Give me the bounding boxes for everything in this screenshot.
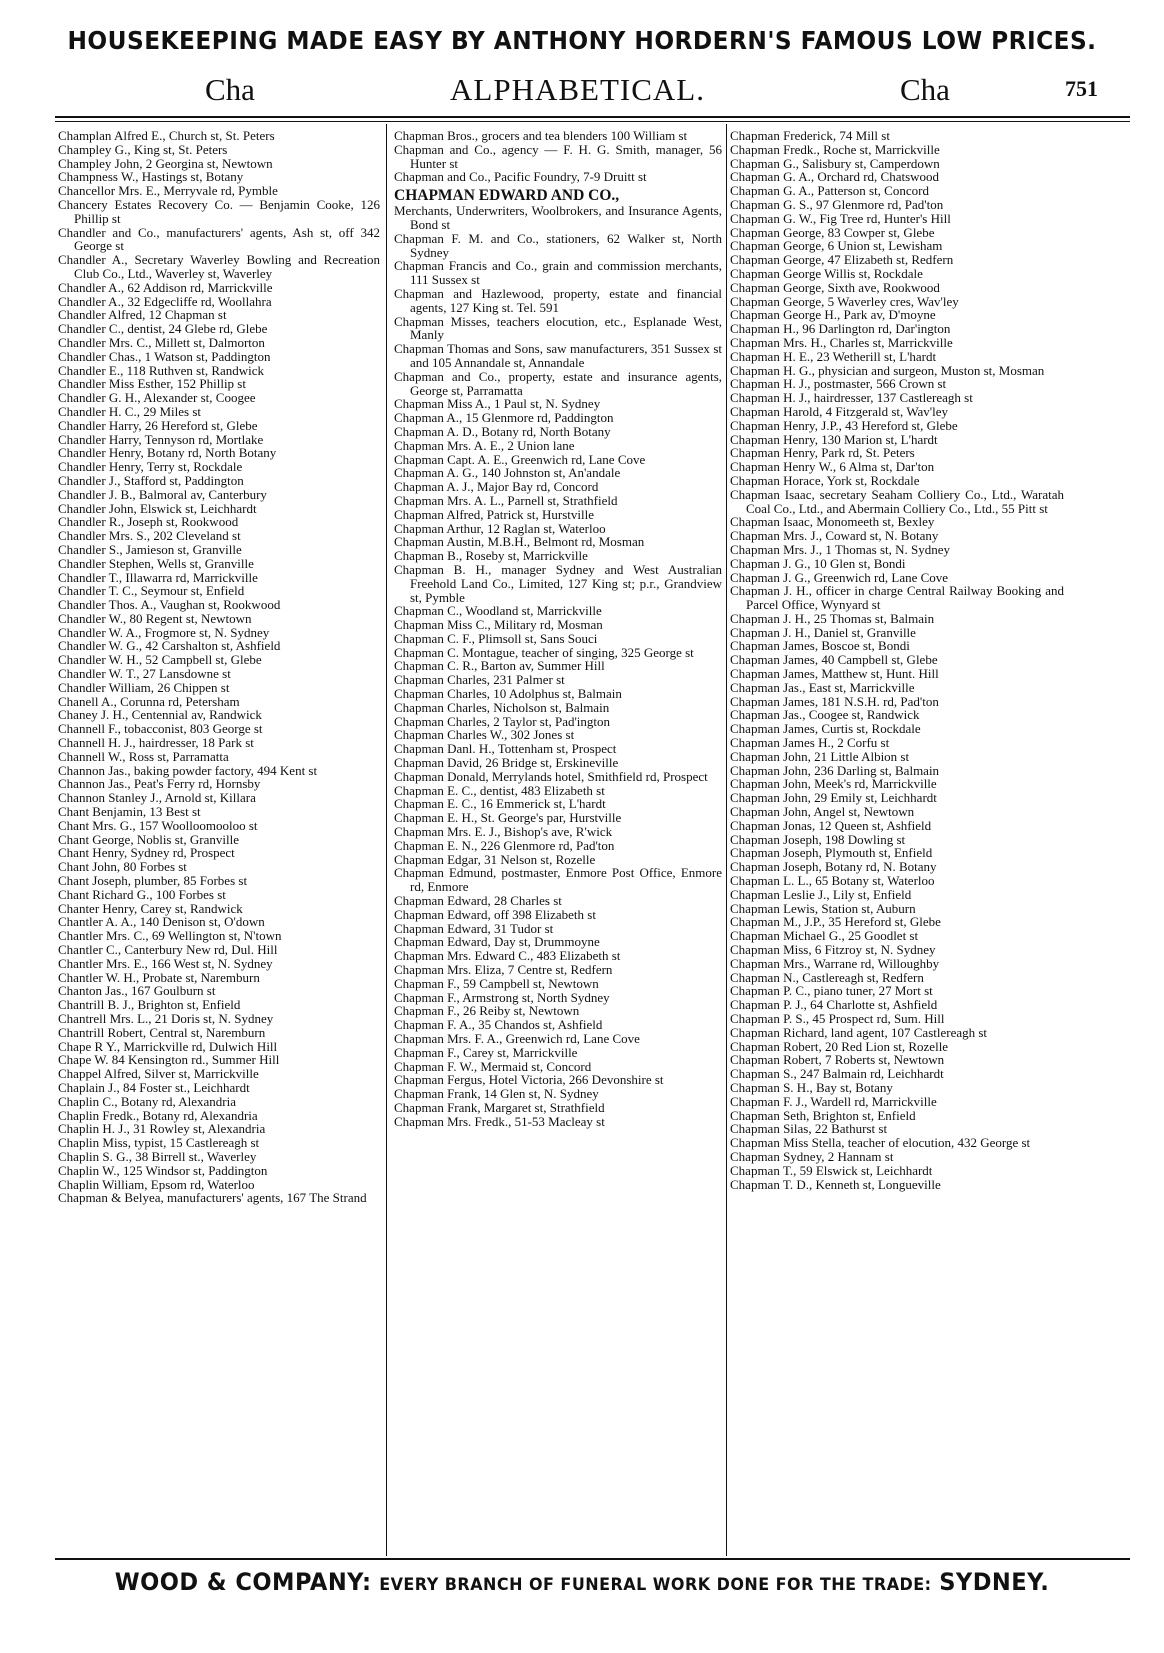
directory-entry: Chapman J. G., Greenwich rd, Lane Cove: [730, 569, 949, 585]
directory-entry: Chapman B. H., manager Sydney and West Australian Freehold Land Co., Limited, 127 King st; p.r., Grandview st, Pymble: [394, 561, 722, 605]
directory-entry: Chant Henry, Sydney rd, Prospect: [58, 845, 235, 861]
directory-entry: Chapman James, 40 Campbell st, Glebe: [730, 652, 938, 668]
directory-entry: Chant Benjamin, 13 Best st: [58, 804, 201, 820]
directory-entry: Chapman Mrs. A. L., Parnell st, Strathfield: [394, 492, 618, 508]
directory-entry: Chapman H. G., physician and surgeon, Muston st, Mosman: [730, 362, 1045, 378]
directory-entry: Chapman Isaac, Monomeeth st, Bexley: [730, 514, 935, 530]
header-section-title: ALPHABETICAL.: [450, 72, 705, 107]
directory-entry: Chapman Mrs. E. J., Bishop's ave, R'wick: [394, 824, 613, 840]
directory-entry: Chapman Thomas and Sons, saw manufacturers, 351 Sussex st and 105 Annandale st, Annandale: [394, 341, 722, 370]
directory-entry: Chapman F. M. and Co., stationers, 62 Walker st, North Sydney: [394, 230, 722, 260]
directory-entry: Chapman C. R., Barton av, Summer Hill: [394, 658, 605, 674]
directory-entry: Chanter Henry, Carey st, Randwick: [58, 900, 243, 916]
directory-entry: Chapman Joseph, 198 Dowling st: [730, 831, 906, 847]
directory-entry: Chanell A., Corunna rd, Petersham: [58, 693, 240, 709]
directory-entry: Chandler Alfred, 12 Chapman st: [58, 307, 227, 323]
directory-entry: Chapman S. H., Bay st, Botany: [730, 1079, 893, 1095]
directory-entry: Chapman Edward, 31 Tudor st: [394, 920, 554, 936]
directory-entry: Chapman John, Meek's rd, Marrickville: [730, 776, 937, 792]
directory-entry: Chapman John, Angel st, Newtown: [730, 804, 915, 820]
directory-entry: Chapman F. A., 35 Chandos st, Ashfield: [394, 1017, 603, 1033]
directory-entry: Chantrill B. J., Brighton st, Enfield: [58, 997, 241, 1013]
directory-entry: Chapman A. J., Major Bay rd, Concord: [394, 479, 599, 495]
page-header: [55, 72, 1130, 112]
directory-entry: Chapman G. S., 97 Glenmore rd, Pad'ton: [730, 196, 944, 212]
directory-entry: Chapman Edgar, 31 Nelson st, Rozelle: [394, 851, 596, 867]
directory-entry: Chandler W. T., 27 Lansdowne st: [58, 666, 231, 682]
directory-entry: Chant John, 80 Forbes st: [58, 859, 187, 875]
directory-entry: Chanton Jas., 167 Goulburn st: [58, 983, 216, 999]
directory-entry: Chapman Michael G., 25 Goodlet st: [730, 928, 919, 944]
directory-entry: Chapman Horace, York st, Rockdale: [730, 472, 920, 488]
directory-entry: Channon Stanley J., Arnold st, Killara: [58, 790, 256, 806]
directory-entry: Chapman Harold, 4 Fitzgerald st, Wav'ley: [730, 403, 949, 419]
directory-entry: Chant Richard G., 100 Forbes st: [58, 886, 226, 902]
directory-entry: Chapman and Co., property, estate and insurance agents, George st, Parramatta: [394, 368, 722, 398]
directory-entry: Chapman and Hazlewood, property, estate and financial agents, 127 King st. Tel. 591: [394, 285, 722, 315]
directory-entry: Chapman Jonas, 12 Queen st, Ashfield: [730, 817, 932, 833]
directory-entry: Chapman E. N., 226 Glenmore rd, Pad'ton: [394, 837, 615, 853]
directory-entry: Chapman F., Armstrong st, North Sydney: [394, 989, 610, 1005]
directory-entry: Chant Joseph, plumber, 85 Forbes st: [58, 873, 248, 889]
directory-column-1: [58, 129, 380, 1205]
directory-entry: Chapman Mrs. Fredk., 51-53 Macleay st: [394, 1113, 605, 1129]
directory-entry: Chapman Mrs. J., Coward st, N. Botany: [730, 528, 939, 544]
directory-entry: Chapman Edward, Day st, Drummoyne: [394, 934, 600, 950]
directory-entry: Chapman G., Salisbury st, Camperdown: [730, 155, 940, 171]
directory-entry: Chandler Mrs. C., Millett st, Dalmorton: [58, 334, 265, 350]
directory-entry: Chandler John, Elswick st, Leichhardt: [58, 500, 257, 516]
directory-entry: Chandler Chas., 1 Watson st, Paddington: [58, 348, 271, 364]
directory-entry: Chandler G. H., Alexander st, Coogee: [58, 390, 256, 406]
directory-entry: Chapman George H., Park av, D'moyne: [730, 307, 936, 323]
directory-entry: Chapman Henry W., 6 Alma st, Dar'ton: [730, 459, 935, 475]
directory-entry: Chantler Mrs. E., 166 West st, N. Sydney: [58, 955, 273, 971]
directory-entry: Chapman George, 5 Waverley cres, Wav'ley: [730, 293, 959, 309]
directory-entry: Chapman Frank, Margaret st, Strathfield: [394, 1099, 605, 1115]
directory-entry: Champley John, 2 Georgina st, Newtown: [58, 155, 273, 171]
directory-entry: Chandler R., Joseph st, Rookwood: [58, 514, 239, 530]
directory-entry: Chapman Charles, Nicholson st, Balmain: [394, 699, 610, 715]
directory-entry: Chapman P. C., piano tuner, 27 Mort st: [730, 983, 933, 999]
directory-entry: Chapman F. W., Mermaid st, Concord: [394, 1058, 592, 1074]
header-right-guide-word: Cha: [900, 72, 950, 107]
directory-entry: Chapman Charles W., 302 Jones st: [394, 727, 575, 743]
directory-entry: Chapman Bros., grocers and tea blenders 100 William st: [394, 128, 688, 143]
directory-entry: Chapman Mrs. Edward C., 483 Elizabeth st: [394, 948, 621, 964]
directory-entry: Chapman J. H., Daniel st, Granville: [730, 624, 916, 640]
directory-column-2: [394, 129, 722, 1129]
directory-entry: Chandler A., 62 Addison rd, Marrickville: [58, 279, 273, 295]
directory-entry: Chandler Mrs. S., 202 Cleveland st: [58, 528, 241, 544]
directory-entry: Chapman G. A., Orchard rd, Chatswood: [730, 169, 940, 185]
directory-entry: Chapman Seth, Brighton st, Enfield: [730, 1107, 916, 1123]
directory-entry: Chapman A., 15 Glenmore rd, Paddington: [394, 410, 614, 426]
directory-entry: Chape R Y., Marrickville rd, Dulwich Hill: [58, 1038, 278, 1054]
directory-entry: Chapman George, Sixth ave, Rookwood: [730, 279, 940, 295]
directory-entry: Chapman J. G., 10 Glen st, Bondi: [730, 555, 906, 571]
directory-entry: Champness W., Hastings st, Botany: [58, 169, 244, 185]
directory-entry: Chandler W. H., 52 Campbell st, Glebe: [58, 652, 262, 668]
directory-entry: Chapman Henry, J.P., 43 Hereford st, Glebe: [730, 417, 958, 433]
directory-entry: Chapman Miss Stella, teacher of elocution, 432 George st: [730, 1135, 1031, 1151]
directory-entry: Chapman H. J., hairdresser, 137 Castlereagh st: [730, 390, 973, 406]
directory-entry: Chapman G. W., Fig Tree rd, Hunter's Hill: [730, 210, 951, 226]
directory-entry: Chapman George, 6 Union st, Lewisham: [730, 238, 943, 254]
column-divider-1: [386, 124, 387, 1556]
directory-entry: Chapman S., 247 Balmain rd, Leichhardt: [730, 1066, 944, 1082]
directory-entry: Chapman James, Boscoe st, Bondi: [730, 638, 910, 654]
directory-entry: Chapman F., 59 Campbell st, Newtown: [394, 975, 599, 991]
directory-entry: Chapman C., Woodland st, Marrickville: [394, 603, 602, 619]
directory-entry: Chapman H., 96 Darlington rd, Dar'ington: [730, 321, 951, 337]
directory-entry: Chapman Donald, Merrylands hotel, Smithfield rd, Prospect: [394, 768, 708, 784]
directory-entry: Chapman C. Montague, teacher of singing, 325 George st: [394, 644, 694, 660]
directory-entry: CHAPMAN EDWARD AND CO.,: [394, 187, 620, 205]
directory-entry: Chapman Robert, 7 Roberts st, Newtown: [730, 1052, 945, 1068]
directory-entry: Chapman Silas, 22 Bathurst st: [730, 1121, 888, 1137]
directory-entry: Chantrill Robert, Central st, Naremburn: [58, 1024, 266, 1040]
header-left-guide-word: Cha: [205, 72, 255, 107]
directory-entry: Chappel Alfred, Silver st, Marrickville: [58, 1066, 259, 1082]
directory-entry: Chapman Mrs. J., 1 Thomas st, N. Sydney: [730, 541, 951, 557]
directory-entry: Chaplin C., Botany rd, Alexandria: [58, 1093, 237, 1109]
directory-entry: Chapman F., 26 Reiby st, Newtown: [394, 1003, 580, 1019]
bottom-advertisement-banner: [35, 1568, 1129, 1596]
directory-entry: Chapman Arthur, 12 Raglan st, Waterloo: [394, 520, 606, 536]
advertisement-slogan: EVERY BRANCH OF FUNERAL WORK DONE FOR THE TRADE:: [379, 1575, 932, 1595]
directory-entry: Chaplin William, Epsom rd, Waterloo: [58, 1176, 255, 1192]
directory-entry: Chancery Estates Recovery Co. — Benjamin Cooke, 126 Phillip st: [58, 196, 380, 226]
directory-entry: Chapman Miss A., 1 Paul st, N. Sydney: [394, 396, 601, 412]
directory-entry: Chapman George, 47 Elizabeth st, Redfern: [730, 252, 954, 268]
directory-entry: Chapman Isaac, secretary Seaham Colliery Co., Ltd., Waratah Coal Co., Ltd., and Abermain Colliery Co., Ltd., 55 Pitt st: [730, 486, 1064, 516]
directory-entry: Chapman Frederick, 74 Mill st: [730, 128, 890, 143]
directory-entry: Chapman Charles, 10 Adolphus st, Balmain: [394, 686, 622, 702]
directory-entry: Chapman John, 21 Little Albion st: [730, 748, 910, 764]
directory-entry: Chapman Mrs. F. A., Greenwich rd, Lane Cove: [394, 1031, 640, 1046]
directory-entry: Chapman H. E., 23 Wetherill st, L'hardt: [730, 348, 937, 364]
directory-entry: Chandler William, 26 Chippen st: [58, 679, 230, 695]
directory-entry: Chandler Thos. A., Vaughan st, Rookwood: [58, 597, 281, 613]
directory-entry: Chandler Stephen, Wells st, Granville: [58, 555, 254, 571]
directory-entry: Chapman Alfred, Patrick st, Hurstville: [394, 506, 595, 522]
directory-entry: Chandler A., 32 Edgecliffe rd, Woollahra: [58, 293, 272, 309]
directory-entry: Chandler J. B., Balmoral av, Canterbury: [58, 486, 267, 502]
directory-entry: Chapman John, 236 Darling st, Balmain: [730, 762, 940, 778]
directory-entry: Chapman Danl. H., Tottenham st, Prospect: [394, 741, 617, 757]
directory-entry: Chandler S., Jamieson st, Granville: [58, 541, 242, 557]
directory-entry: Chapman James H., 2 Corfu st: [730, 735, 890, 751]
directory-entry: Chapman James, Curtis st, Rockdale: [730, 721, 921, 737]
directory-entry: Chapman Austin, M.B.H., Belmont rd, Mosman: [394, 534, 645, 550]
directory-entry: Channon Jas., baking powder factory, 494 Kent st: [58, 762, 318, 778]
directory-entry: Merchants, Underwriters, Woolbrokers, and Insurance Agents, Bond st: [394, 203, 722, 232]
directory-entry: Chapman H. J., postmaster, 566 Crown st: [730, 376, 947, 392]
directory-entry: Channell W., Ross st, Parramatta: [58, 748, 229, 764]
directory-entry: Chapman & Belyea, manufacturers' agents, 167 The Strand: [58, 1190, 367, 1206]
directory-entry: Chandler Henry, Botany rd, North Botany: [58, 445, 277, 461]
page-number: 751: [1065, 76, 1098, 101]
directory-entry: Chapman A. G., 140 Johnston st, An'andale: [394, 465, 621, 481]
directory-entry: Chandler C., dentist, 24 Glebe rd, Glebe: [58, 321, 268, 337]
directory-entry: Chaplin W., 125 Windsor st, Paddington: [58, 1162, 268, 1178]
directory-entry: Chapman Jas., East st, Marrickville: [730, 679, 915, 695]
directory-entry: Chapman Frank, 14 Glen st, N. Sydney: [394, 1086, 599, 1102]
directory-entry: Chapman and Co., Pacific Foundry, 7-9 Druitt st: [394, 169, 647, 185]
directory-entry: Chapman Mrs. Eliza, 7 Centre st, Redfern: [394, 962, 613, 978]
directory-entry: Channell H. J., hairdresser, 18 Park st: [58, 735, 254, 751]
directory-entry: Chapman E. C., dentist, 483 Elizabeth st: [394, 782, 605, 798]
directory-entry: Chapman Edward, off 398 Elizabeth st: [394, 906, 596, 922]
advertiser-name: WOOD & COMPANY:: [114, 1568, 372, 1596]
directory-entry: Chapman Miss C., Military rd, Mosman: [394, 617, 603, 633]
directory-entry: Champlan Alfred E., Church st, St. Peters: [58, 128, 275, 143]
directory-entry: Chapman B., Roseby st, Marrickville: [394, 548, 588, 564]
directory-entry: Chancellor Mrs. E., Merryvale rd, Pymble: [58, 183, 278, 199]
directory-entry: Chapman L. L., 65 Botany st, Waterloo: [730, 873, 935, 889]
directory-entry: Chapman John, 29 Emily st, Leichhardt: [730, 790, 937, 806]
directory-entry: Chapman F., Carey st, Marrickville: [394, 1044, 578, 1060]
directory-entry: Champley G., King st, St. Peters: [58, 141, 228, 157]
directory-entry: Chapman Lewis, Station st, Auburn: [730, 900, 916, 916]
header-rule-thin: [55, 121, 1130, 122]
directory-entry: Chapman G. A., Patterson st, Concord: [730, 183, 929, 199]
directory-entry: Chapman N., Castlereagh st, Redfern: [730, 969, 924, 985]
directory-column-3: [730, 129, 1064, 1191]
directory-entry: Chapman Charles, 231 Palmer st: [394, 672, 565, 688]
directory-entry: Chaplin Fredk., Botany rd, Alexandria: [58, 1107, 258, 1123]
directory-entry: Chapman E. C., 16 Emmerick st, L'hardt: [394, 796, 606, 812]
directory-entry: Chaplain J., 84 Foster st., Leichhardt: [58, 1079, 250, 1095]
directory-entry: Chapman David, 26 Bridge st, Erskineville: [394, 755, 619, 771]
directory-entry: Chapman J. H., 25 Thomas st, Balmain: [730, 610, 935, 626]
directory-entry: Chapman Misses, teachers elocution, etc., Esplanade West, Manly: [394, 313, 722, 343]
header-rule: [55, 116, 1130, 118]
directory-entry: Chapman George, 83 Cowper st, Glebe: [730, 224, 935, 240]
directory-entry: Chapman T. D., Kenneth st, Longueville: [730, 1176, 941, 1192]
directory-entry: Chapman P. J., 64 Charlotte st, Ashfield: [730, 997, 938, 1013]
directory-entry: Chapman Edward, 28 Charles st: [394, 893, 562, 909]
directory-entry: Chandler W. G., 42 Carshalton st, Ashfield: [58, 638, 281, 654]
top-advertisement-banner: HOUSEKEEPING MADE EASY BY ANTHONY HORDERN'S FAMOUS LOW PRICES.: [67, 26, 1097, 55]
directory-entry: Chapman E. H., St. George's par, Hurstville: [394, 810, 622, 826]
directory-entry: Chapman Miss, 6 Fitzroy st, N. Sydney: [730, 942, 936, 958]
directory-entry: Chantrell Mrs. L., 21 Doris st, N. Sydney: [58, 1011, 274, 1026]
directory-entry: Chapman Joseph, Botany rd, N. Botany: [730, 859, 937, 875]
directory-entry: Chapman James, Matthew st, Hunt. Hill: [730, 666, 939, 682]
directory-entry: Chaplin Miss, typist, 15 Castlereagh st: [58, 1135, 260, 1151]
directory-entry: Chandler T. C., Seymour st, Enfield: [58, 583, 245, 599]
column-divider-2: [726, 124, 727, 1556]
directory-entry: Chapman Robert, 20 Red Lion st, Rozelle: [730, 1038, 949, 1054]
directory-entry: Chapman Charles, 2 Taylor st, Pad'ington: [394, 713, 611, 729]
directory-entry: Chaplin S. G., 38 Birrell st., Waverley: [58, 1148, 257, 1164]
directory-entry: Chandler and Co., manufacturers' agents, Ash st, off 342 George st: [58, 224, 380, 254]
directory-entry: Chapman Fergus, Hotel Victoria, 266 Devonshire st: [394, 1072, 664, 1088]
directory-entry: Chapman Sydney, 2 Hannam st: [730, 1148, 894, 1164]
directory-entry: Chandler Harry, 26 Hereford st, Glebe: [58, 417, 258, 433]
directory-entry: Chapman Mrs. H., Charles st, Marrickville: [730, 334, 953, 350]
directory-entry: Chandler H. C., 29 Miles st: [58, 403, 201, 419]
directory-entry: Chapman T., 59 Elswick st, Leichhardt: [730, 1162, 933, 1178]
directory-entry: Chapman Mrs., Warrane rd, Willoughby: [730, 955, 940, 971]
directory-entry: Chandler Harry, Tennyson rd, Mortlake: [58, 431, 264, 447]
directory-entry: Chape W. 84 Kensington rd., Summer Hill: [58, 1052, 280, 1068]
directory-entry: Chandler T., Illawarra rd, Marrickville: [58, 569, 258, 585]
directory-entry: Chapman Richard, land agent, 107 Castlereagh st: [730, 1024, 988, 1040]
footer-rule: [55, 1558, 1130, 1560]
directory-entry: Chapman J. H., officer in charge Central Railway Booking and Parcel Office, Wynyard st: [730, 583, 1064, 613]
directory-entry: Chaney J. H., Centennial av, Randwick: [58, 707, 262, 723]
directory-entry: Chandler Miss Esther, 152 Phillip st: [58, 376, 246, 392]
directory-entry: Chapman Jas., Coogee st, Randwick: [730, 707, 920, 723]
directory-entry: Chaplin H. J., 31 Rowley st, Alexandria: [58, 1121, 266, 1137]
directory-entry: Chapman George Willis st, Rockdale: [730, 265, 923, 281]
directory-entry: Channell F., tobacconist, 803 George st: [58, 721, 263, 737]
directory-entry: Chandler W. A., Frogmore st, N. Sydney: [58, 624, 270, 640]
directory-entry: Chapman Fredk., Roche st, Marrickville: [730, 141, 940, 157]
directory-entry: Chapman Francis and Co., grain and commission merchants, 111 Sussex st: [394, 258, 722, 288]
directory-entry: Chantler C., Canterbury New rd, Dul. Hill: [58, 942, 278, 958]
directory-entry: Chapman M., J.P., 35 Hereford st, Glebe: [730, 914, 941, 930]
directory-entry: Chandler A., Secretary Waverley Bowling and Recreation Club Co., Ltd., Waverley st, Waverley: [58, 252, 380, 281]
directory-entry: Chapman Henry, Park rd, St. Peters: [730, 445, 915, 461]
directory-entry: Chapman C. F., Plimsoll st, Sans Souci: [394, 630, 598, 646]
directory-entry: Chapman and Co., agency — F. H. G. Smith, manager, 56 Hunter st: [394, 141, 722, 171]
directory-entry: Channon Jas., Peat's Ferry rd, Hornsby: [58, 776, 261, 792]
directory-entry: Chandler W., 80 Regent st, Newtown: [58, 610, 252, 626]
directory-entry: Chant George, Noblis st, Granville: [58, 831, 240, 847]
directory-entry: Chapman Capt. A. E., Greenwich rd, Lane Cove: [394, 451, 646, 467]
directory-entry: Chapman James, 181 N.S.H. rd, Pad'ton: [730, 693, 939, 709]
directory-entry: Chapman Edmund, postmaster, Enmore Post Office, Enmore rd, Enmore: [394, 865, 722, 895]
directory-entry: Chandler J., Stafford st, Paddington: [58, 472, 244, 488]
directory-entry: Chapman Joseph, Plymouth st, Enfield: [730, 845, 933, 861]
directory-entry: Chantler Mrs. C., 69 Wellington st, N'town: [58, 928, 282, 944]
directory-entry: Chapman Leslie J., Lily st, Enfield: [730, 886, 912, 902]
directory-entry: Chapman F. J., Wardell rd, Marrickville: [730, 1093, 937, 1109]
directory-entry: Chant Mrs. G., 157 Woolloomooloo st: [58, 817, 258, 833]
directory-entry: Chantler A. A., 140 Denison st, O'down: [58, 914, 265, 930]
advertiser-city: SYDNEY.: [939, 1568, 1050, 1596]
directory-entry: Chandler E., 118 Ruthven st, Randwick: [58, 362, 265, 378]
directory-entry: Chapman A. D., Botany rd, North Botany: [394, 423, 611, 439]
directory-entry: Chantler W. H., Probate st, Naremburn: [58, 969, 260, 985]
directory-entry: Chapman Henry, 130 Marion st, L'hardt: [730, 431, 938, 447]
directory-entry: Chapman Mrs. A. E., 2 Union lane: [394, 437, 575, 453]
directory-entry: Chandler Henry, Terry st, Rockdale: [58, 459, 243, 475]
directory-entry: Chapman P. S., 45 Prospect rd, Sum. Hill: [730, 1011, 945, 1026]
